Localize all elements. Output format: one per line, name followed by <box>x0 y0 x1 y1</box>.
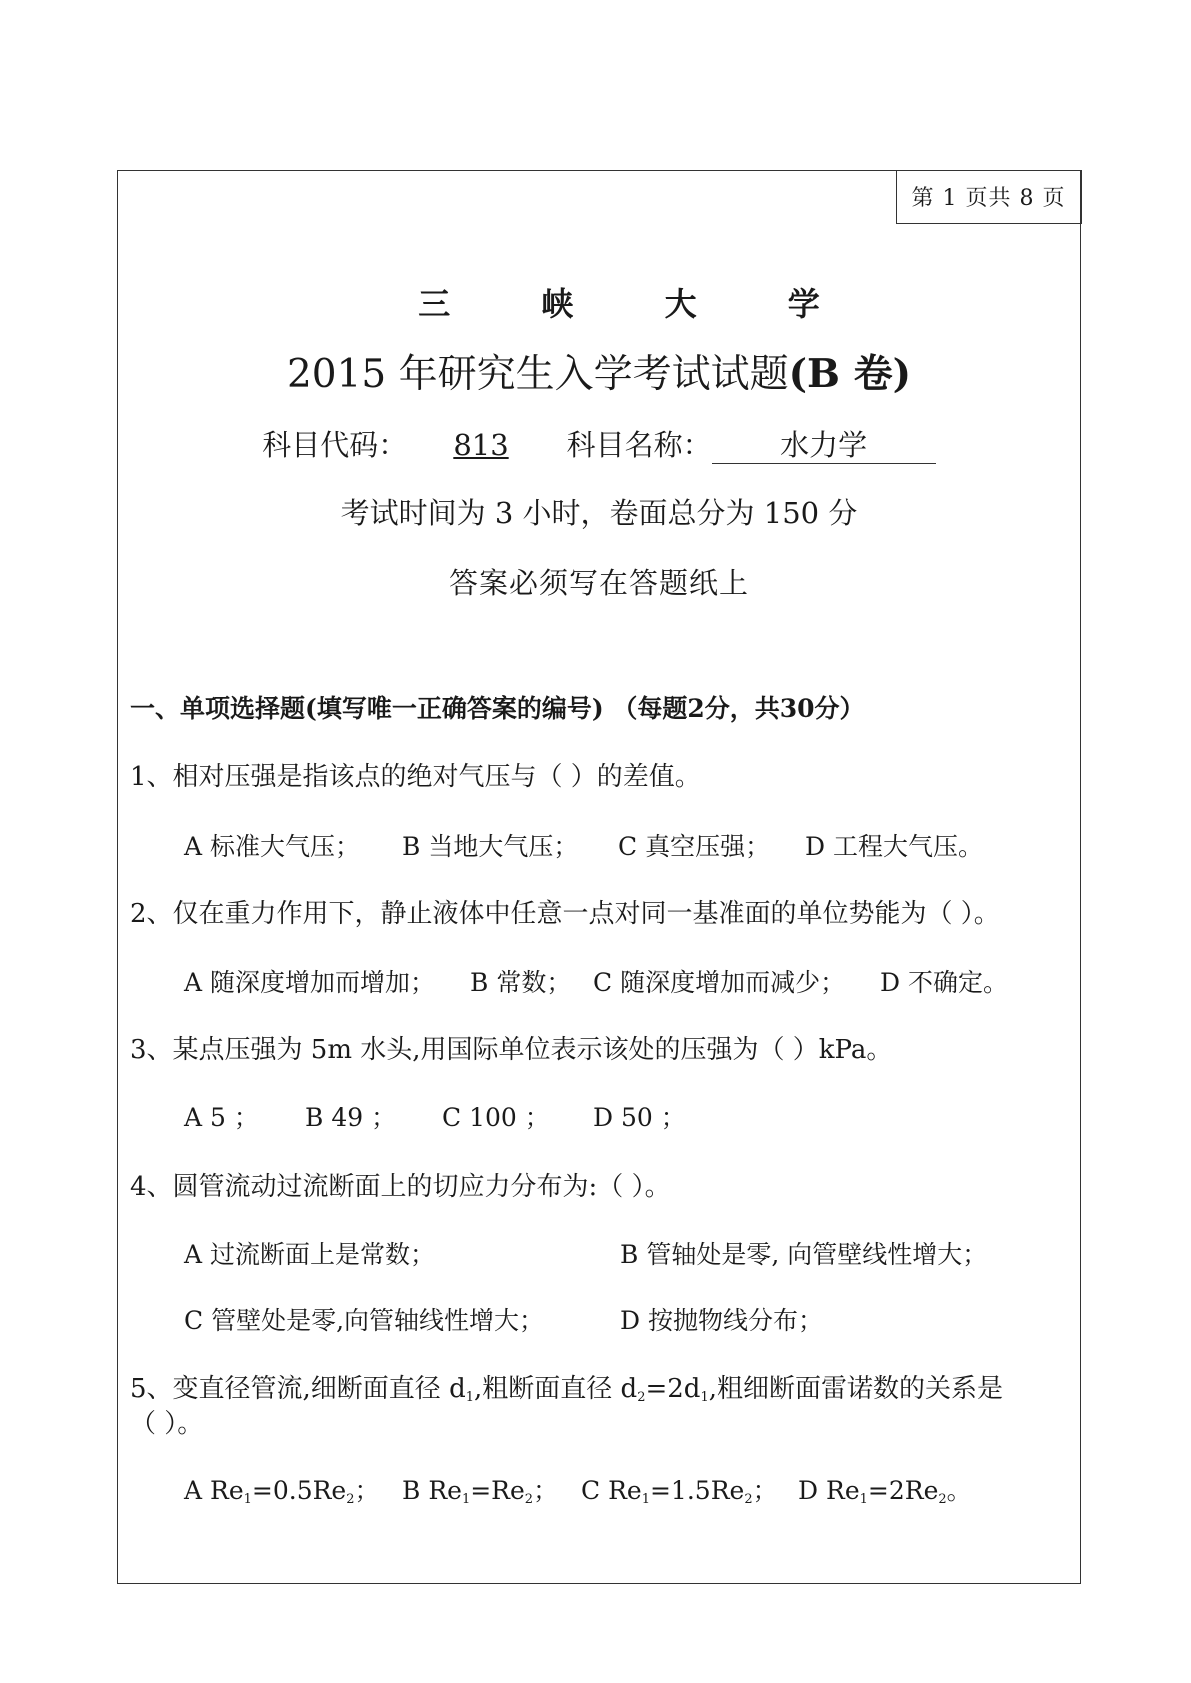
subscript: 1 <box>641 1492 650 1507</box>
section-heading: 一、单项选择题(填写唯一正确答案的编号) （每题2分，共30分） <box>130 694 865 723</box>
question-1-option-c: C 真空压强； <box>618 832 771 861</box>
page-info: 第 1 页共 8 页 <box>911 186 1066 211</box>
question-1-option-d: D 工程大气压。 <box>805 832 983 861</box>
subscript: 2 <box>346 1492 355 1507</box>
option-text: ； <box>533 1476 559 1505</box>
option-text: A Re <box>184 1476 244 1505</box>
subscript: 1 <box>700 1390 709 1405</box>
question-2-stem: 2、仅在重力作用下，静止液体中任意一点对同一基准面的单位势能为（ ）。 <box>130 899 1000 929</box>
question-5-stem-part: ,粗断面直径 d <box>474 1374 638 1404</box>
option-text: C Re <box>581 1476 642 1505</box>
question-5-stem-part: 5、变直径管流,细断面直径 d <box>130 1374 466 1404</box>
subscript: 1 <box>461 1492 471 1507</box>
option-text: ； <box>752 1476 778 1505</box>
school-name: 三 峡 大 学 <box>418 285 860 323</box>
option-text: =1.5Re <box>649 1476 745 1505</box>
exam-page-frame <box>117 170 1081 1584</box>
question-1-option-b: B 当地大气压； <box>402 832 579 861</box>
question-4-stem: 4、圆管流动过流断面上的切应力分布为:（ ）。 <box>130 1172 671 1202</box>
exam-title-main: 2015 年研究生入学考试试题 <box>286 352 789 397</box>
question-3-option-d: D 50 ； <box>593 1103 686 1132</box>
question-4-option-b: B 管轴处是零, 向管壁线性增大； <box>620 1240 988 1269</box>
subject-code: 813 <box>453 428 509 462</box>
exam-title <box>118 343 1080 399</box>
exam-title-suffix: (B 卷) <box>788 351 912 397</box>
question-5-stem-line-2: （ ）。 <box>130 1409 204 1439</box>
question-5-stem <box>130 1368 1003 1405</box>
question-3-option-a: A 5 ； <box>184 1103 259 1132</box>
subscript: 2 <box>938 1492 947 1507</box>
question-4-option-a: A 过流断面上是常数； <box>184 1240 436 1269</box>
subject-line <box>118 423 1080 464</box>
question-5-option-d <box>798 1471 972 1507</box>
question-3-option-b: B 49 ； <box>305 1103 397 1132</box>
option-text: =2Re <box>867 1476 939 1505</box>
option-text: D Re <box>798 1476 860 1505</box>
question-4-option-d: D 按抛物线分布； <box>620 1306 823 1335</box>
subscript: 1 <box>465 1390 474 1405</box>
page-number-box <box>896 170 1082 224</box>
question-1-option-a: A 标准大气压； <box>184 832 361 861</box>
answer-note: 答案必须写在答题纸上 <box>448 566 749 600</box>
question-3-stem: 3、某点压强为 5m 水头,用国际单位表示该处的压强为（ ）kPa。 <box>130 1035 893 1065</box>
subject-name-label: 科目名称： <box>566 428 712 462</box>
subscript: 2 <box>744 1492 753 1507</box>
subscript: 2 <box>637 1390 646 1405</box>
question-2-option-d: D 不确定。 <box>880 968 1008 997</box>
subject-code-label: 科目代码： <box>262 428 408 462</box>
subscript: 1 <box>859 1492 868 1507</box>
question-3-option-c: C 100 ； <box>442 1103 550 1132</box>
question-5-stem-part: =2d <box>645 1374 701 1404</box>
option-text: 。 <box>946 1476 972 1505</box>
question-5-stem-part: ,粗细断面雷诺数的关系是 <box>708 1374 1003 1404</box>
question-5-option-c <box>581 1471 778 1507</box>
exam-duration: 考试时间为 3 小时，卷面总分为 150 分 <box>340 496 858 530</box>
option-text: =0.5Re <box>251 1476 347 1505</box>
subscript: 1 <box>243 1492 252 1507</box>
question-4-option-c: C 管壁处是零,向管轴线性增大； <box>184 1306 545 1335</box>
question-2-option-b: B 常数； <box>470 968 572 997</box>
option-text: B Re <box>402 1476 462 1505</box>
option-text: ； <box>354 1476 380 1505</box>
subscript: 2 <box>524 1492 534 1507</box>
option-text: =Re <box>470 1476 525 1505</box>
question-2-option-c: C 随深度增加而减少； <box>593 968 846 997</box>
question-1-stem: 1、相对压强是指该点的绝对气压与（ ）的差值。 <box>130 762 701 792</box>
question-5-option-b <box>402 1471 558 1507</box>
question-5-option-a <box>184 1471 380 1507</box>
question-2-option-a: A 随深度增加而增加； <box>184 968 436 997</box>
subject-name: 水力学 <box>712 427 936 464</box>
